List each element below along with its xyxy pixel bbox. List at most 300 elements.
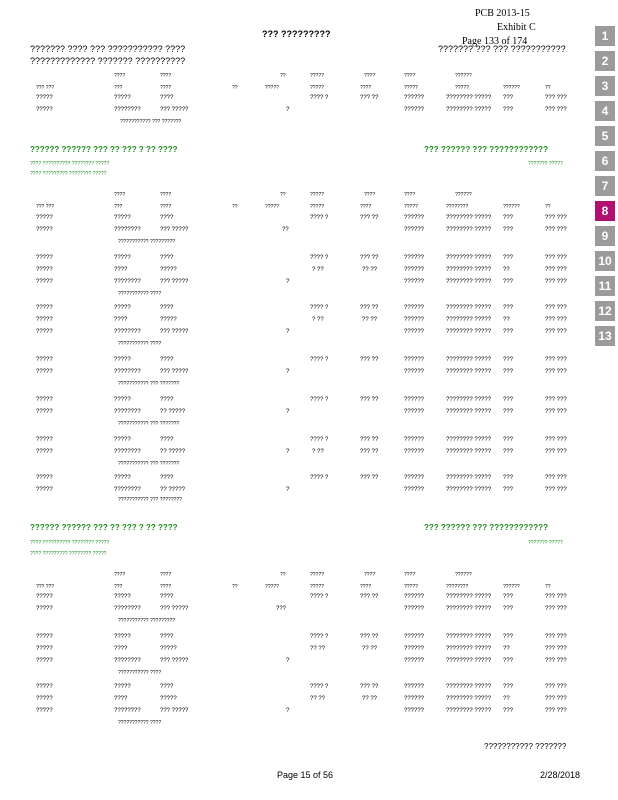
col-head: ????? xyxy=(310,572,324,578)
page-count-header: Page 133 of 174 xyxy=(462,36,528,47)
table-cell: ??? ????? xyxy=(160,708,189,714)
table-cell: ??? xyxy=(503,594,514,600)
table-note: ??????????? ???? xyxy=(118,720,162,726)
table-cell: ???? xyxy=(114,267,128,273)
col-head: ????? xyxy=(310,73,324,79)
table-cell: ????? xyxy=(114,255,131,261)
table-cell: ??? ??? xyxy=(545,437,567,443)
table-cell: ??? ?? xyxy=(360,95,379,101)
table-cell: ???? xyxy=(114,317,128,323)
table-cell: ???????? ????? xyxy=(446,646,492,652)
table-cell: ??? ??? xyxy=(545,267,567,273)
table-cell: ????? xyxy=(160,696,177,702)
table-cell: ???????? ????? xyxy=(446,329,492,335)
table-cell: ?? ?? xyxy=(362,696,378,702)
table-cell: ??? ??? xyxy=(545,279,567,285)
col-head: ????? xyxy=(265,584,279,590)
table-cell: ???? ? xyxy=(310,684,329,690)
table-cell: ???? ? xyxy=(310,95,329,101)
table-cell: ???????? ????? xyxy=(446,475,492,481)
table-cell: ????? xyxy=(36,634,53,640)
col-head: ?????? xyxy=(455,572,472,578)
table-cell: ??? ??? xyxy=(545,215,567,221)
table-cell: ? ?? xyxy=(312,449,324,455)
table-cell: ??? ??? xyxy=(545,317,567,323)
tab-7[interactable]: 7 xyxy=(595,176,615,196)
table-cell: ??? xyxy=(503,95,514,101)
table-note: ??????????? ??? ???????? xyxy=(118,497,182,503)
table-cell: ??? xyxy=(503,279,514,285)
table-cell: ?? ?? xyxy=(362,646,378,652)
table-cell: ??? ?? xyxy=(360,357,379,363)
table-cell: ??? ?? xyxy=(360,449,379,455)
col-head: ???? xyxy=(114,192,126,198)
tab-13[interactable]: 13 xyxy=(595,326,615,346)
tab-8[interactable]: 8 xyxy=(595,201,615,221)
table-cell: ????? xyxy=(36,606,53,612)
table-note: ??????????? ??? ??????? xyxy=(118,421,180,427)
table-cell: ???????? xyxy=(114,279,141,285)
table-cell: ????? xyxy=(36,594,53,600)
table-cell: ???????? ????? xyxy=(446,437,492,443)
col-head: ?? xyxy=(232,584,238,590)
table-cell: ??? xyxy=(503,215,514,221)
intro-line-2: ????????????? ??????? ?????????? xyxy=(30,56,186,66)
col-head: ???? xyxy=(160,85,172,91)
table-cell: ????? xyxy=(36,487,53,493)
col-head: ?????? xyxy=(455,192,472,198)
table-cell: ?????? xyxy=(404,95,425,101)
table-cell: ??? xyxy=(276,606,287,612)
table-note: ??????????? ????????? xyxy=(118,239,176,245)
col-head: ????? xyxy=(404,204,418,210)
table-cell: ?? ?? xyxy=(310,646,326,652)
table-cell: ? xyxy=(286,708,290,714)
table-cell: ??? xyxy=(503,305,514,311)
signature-line: ??????????? ??????? xyxy=(484,742,567,751)
table-cell: ??? ??? xyxy=(545,305,567,311)
table-cell: ??? ??? xyxy=(545,357,567,363)
table-cell: ???? xyxy=(160,215,174,221)
table-cell: ?????? xyxy=(404,107,425,113)
table-cell: ?????? xyxy=(404,317,425,323)
table-cell: ? xyxy=(286,107,290,113)
table-cell: ??? ??? xyxy=(545,708,567,714)
footer-date: 2/28/2018 xyxy=(540,770,581,780)
table-cell: ???? xyxy=(160,95,174,101)
table-cell: ???????? ????? xyxy=(446,107,492,113)
section-title-right: ??? ?????? ??? ???????????? xyxy=(424,145,548,154)
table-cell: ?????? xyxy=(404,658,425,664)
table-cell: ???? xyxy=(160,255,174,261)
table-cell: ?? xyxy=(503,317,510,323)
table-note: ??????????? ???? xyxy=(118,670,162,676)
table-cell: ??? ??? xyxy=(545,107,567,113)
table-note: ??????????? ???? xyxy=(118,341,162,347)
col-head: ???? xyxy=(160,204,172,210)
table-cell: ????? xyxy=(36,409,53,415)
table-cell: ????? xyxy=(36,449,53,455)
col-head: ???? xyxy=(160,572,172,578)
col-head: ???????? xyxy=(446,204,469,210)
col-head: ?? xyxy=(280,572,286,578)
table-cell: ?????? xyxy=(404,329,425,335)
table-cell: ???? ? xyxy=(310,357,329,363)
table-cell: ????? xyxy=(114,437,131,443)
col-head: ???? xyxy=(160,192,172,198)
table-cell: ??? ?? xyxy=(360,397,379,403)
table-cell: ?????? xyxy=(404,409,425,415)
table-cell: ???????? xyxy=(114,329,141,335)
table-cell: ????? xyxy=(36,95,53,101)
tab-10[interactable]: 10 xyxy=(595,251,615,271)
tab-6[interactable]: 6 xyxy=(595,151,615,171)
table-cell: ???????? xyxy=(114,369,141,375)
col-head: ???? xyxy=(160,584,172,590)
table-note: ??????????? ??? ??????? xyxy=(120,119,182,125)
tab-9[interactable]: 9 xyxy=(595,226,615,246)
col-head: ?? xyxy=(280,192,286,198)
table-cell: ??? ??? xyxy=(545,696,567,702)
table-cell: ??? ??? xyxy=(545,684,567,690)
table-cell: ???? ? xyxy=(310,594,329,600)
col-head: ?????? xyxy=(503,85,520,91)
table-cell: ?????? xyxy=(404,255,425,261)
table-cell: ????? xyxy=(36,317,53,323)
table-cell: ??? ????? xyxy=(160,369,189,375)
section-subtitle: ???? ?????????? ???????? ????? xyxy=(30,540,110,546)
table-cell: ???? ? xyxy=(310,215,329,221)
table-cell: ?? ?? xyxy=(362,267,378,273)
table-cell: ?? xyxy=(282,227,289,233)
table-cell: ????? xyxy=(114,634,131,640)
table-cell: ? xyxy=(286,409,290,415)
table-cell: ??? xyxy=(503,107,514,113)
col-head: ?????? xyxy=(455,73,472,79)
tab-12[interactable]: 12 xyxy=(595,301,615,321)
table-cell: ?????? xyxy=(404,397,425,403)
table-cell: ??? xyxy=(503,487,514,493)
table-cell: ????? xyxy=(36,397,53,403)
col-head: ??? ??? xyxy=(36,584,55,590)
table-cell: ?????? xyxy=(404,449,425,455)
table-cell: ??? xyxy=(503,357,514,363)
table-cell: ?????? xyxy=(404,267,425,273)
table-cell: ?????? xyxy=(404,215,425,221)
table-cell: ??? ??? xyxy=(545,594,567,600)
table-cell: ??? ?? xyxy=(360,594,379,600)
table-cell: ???????? ????? xyxy=(446,255,492,261)
table-cell: ? xyxy=(286,487,290,493)
col-head: ??? xyxy=(114,204,123,210)
table-cell: ????? xyxy=(160,267,177,273)
col-head: ?????? xyxy=(503,584,520,590)
table-cell: ???????? xyxy=(114,409,141,415)
tab-3[interactable]: 3 xyxy=(595,76,615,96)
table-cell: ??? ?? xyxy=(360,305,379,311)
table-cell: ????? xyxy=(114,357,131,363)
table-cell: ??? ??? xyxy=(545,475,567,481)
table-cell: ????? xyxy=(160,317,177,323)
table-cell: ???????? xyxy=(114,708,141,714)
table-cell: ????? xyxy=(36,369,53,375)
table-cell: ????? xyxy=(114,95,131,101)
table-cell: ???? xyxy=(160,475,174,481)
table-cell: ???????? ????? xyxy=(446,267,492,273)
table-cell: ??? xyxy=(503,606,514,612)
table-cell: ??? ??? xyxy=(545,449,567,455)
table-cell: ???????? xyxy=(114,107,141,113)
table-cell: ???????? ????? xyxy=(446,397,492,403)
table-cell: ??? ????? xyxy=(160,279,189,285)
table-cell: ??? ??? xyxy=(545,487,567,493)
table-cell: ???? xyxy=(114,696,128,702)
table-cell: ????? xyxy=(36,305,53,311)
table-cell: ???????? xyxy=(114,487,141,493)
table-cell: ????? xyxy=(114,475,131,481)
table-cell: ??? ??? xyxy=(545,227,567,233)
table-cell: ?? xyxy=(503,646,510,652)
col-head: ????? xyxy=(310,584,324,590)
table-note: ??????????? ??? ??????? xyxy=(118,381,180,387)
table-cell: ?? ?? xyxy=(310,696,326,702)
table-cell: ? xyxy=(286,449,290,455)
table-cell: ??? ??? xyxy=(545,634,567,640)
table-cell: ? xyxy=(286,369,290,375)
table-cell: ????? xyxy=(36,357,53,363)
table-cell: ??? ?? xyxy=(360,475,379,481)
table-cell: ?? ????? xyxy=(160,449,186,455)
table-cell: ??? xyxy=(503,634,514,640)
table-cell: ???????? xyxy=(114,449,141,455)
table-cell: ???? xyxy=(160,594,174,600)
col-head: ??? ??? xyxy=(36,85,55,91)
table-cell: ??? xyxy=(503,437,514,443)
table-cell: ??? ??? xyxy=(545,658,567,664)
table-cell: ???? xyxy=(160,437,174,443)
table-cell: ???????? ????? xyxy=(446,409,492,415)
table-cell: ? ?? xyxy=(312,267,324,273)
table-cell: ??? ?? xyxy=(360,684,379,690)
tab-1[interactable]: 1 xyxy=(595,26,615,46)
table-cell: ????? xyxy=(114,397,131,403)
table-cell: ???????? xyxy=(114,606,141,612)
table-cell: ????? xyxy=(36,437,53,443)
table-cell: ?????? xyxy=(404,305,425,311)
table-cell: ???????? ????? xyxy=(446,369,492,375)
table-cell: ???????? ????? xyxy=(446,708,492,714)
section-subtitle: ???? ?????????? ???????? ????? xyxy=(30,161,110,167)
table-cell: ?????? xyxy=(404,369,425,375)
table-cell: ????? xyxy=(114,684,131,690)
table-cell: ??? ?? xyxy=(360,437,379,443)
table-cell: ?????? xyxy=(404,594,425,600)
table-cell: ??? xyxy=(503,684,514,690)
exhibit-code: PCB 2013-15 xyxy=(475,8,530,19)
table-cell: ????? xyxy=(36,684,53,690)
table-cell: ?? ?? xyxy=(362,317,378,323)
table-cell: ??? ??? xyxy=(545,409,567,415)
table-cell: ?????? xyxy=(404,708,425,714)
table-cell: ??? xyxy=(503,227,514,233)
table-cell: ????? xyxy=(36,107,53,113)
col-head: ????? xyxy=(310,192,324,198)
col-head: ???? xyxy=(360,204,372,210)
table-cell: ???? xyxy=(160,684,174,690)
table-cell: ???? ? xyxy=(310,397,329,403)
table-note: ??????????? ????????? xyxy=(118,618,176,624)
table-cell: ??? ??? xyxy=(545,606,567,612)
table-cell: ??? ??? xyxy=(545,95,567,101)
table-cell: ????? xyxy=(36,696,53,702)
table-cell: ????? xyxy=(36,215,53,221)
col-head: ???? xyxy=(404,192,416,198)
table-cell: ???????? ????? xyxy=(446,634,492,640)
col-head: ???? xyxy=(160,73,172,79)
col-head: ??? ??? xyxy=(36,204,55,210)
table-cell: ??? xyxy=(503,255,514,261)
table-cell: ??? xyxy=(503,658,514,664)
table-cell: ???? xyxy=(114,646,128,652)
table-cell: ?????? xyxy=(404,437,425,443)
table-cell: ?????? xyxy=(404,227,425,233)
section-subtitle-right: ??????? ????? xyxy=(528,161,563,167)
col-head: ???? xyxy=(114,73,126,79)
table-cell: ???????? ????? xyxy=(446,696,492,702)
tab-5[interactable]: 5 xyxy=(595,126,615,146)
table-cell: ??? ??? xyxy=(545,369,567,375)
table-cell: ???? xyxy=(160,305,174,311)
table-cell: ????? xyxy=(36,279,53,285)
table-cell: ???????? ????? xyxy=(446,227,492,233)
table-cell: ???? ? xyxy=(310,634,329,640)
table-cell: ?????? xyxy=(404,696,425,702)
table-cell: ???????? ????? xyxy=(446,95,492,101)
table-cell: ? xyxy=(286,279,290,285)
table-cell: ?????? xyxy=(404,475,425,481)
col-head: ????? xyxy=(404,85,418,91)
table-cell: ?????? xyxy=(404,357,425,363)
table-cell: ??? xyxy=(503,449,514,455)
table-cell: ????? xyxy=(36,227,53,233)
col-head: ???? xyxy=(360,85,372,91)
table-cell: ?? ????? xyxy=(160,409,186,415)
col-head: ????? xyxy=(455,85,469,91)
section-title: ?????? ?????? ??? ?? ??? ? ?? ???? xyxy=(30,145,178,154)
table-cell: ??? ????? xyxy=(160,107,189,113)
table-cell: ?????? xyxy=(404,684,425,690)
table-cell: ?? ????? xyxy=(160,487,186,493)
table-cell: ????? xyxy=(36,475,53,481)
table-cell: ?? xyxy=(503,696,510,702)
table-cell: ??? xyxy=(503,329,514,335)
table-cell: ???????? ????? xyxy=(446,305,492,311)
table-cell: ? xyxy=(286,329,290,335)
page-number: Page 15 of 56 xyxy=(277,770,334,780)
table-cell: ? xyxy=(286,658,290,664)
section-subtitle: ???? ????????? ???????? ????? xyxy=(30,171,107,177)
table-cell: ??? ??? xyxy=(545,255,567,261)
col-head: ???? xyxy=(404,73,416,79)
table-cell: ???????? ????? xyxy=(446,449,492,455)
tab-4[interactable]: 4 xyxy=(595,101,615,121)
col-head: ?? xyxy=(280,73,286,79)
table-cell: ???????? ????? xyxy=(446,658,492,664)
table-cell: ??? ?? xyxy=(360,634,379,640)
col-head: ????? xyxy=(265,204,279,210)
table-cell: ???????? ????? xyxy=(446,279,492,285)
table-cell: ?????? xyxy=(404,487,425,493)
col-head: ???? xyxy=(364,572,376,578)
table-cell: ??? ????? xyxy=(160,606,189,612)
table-cell: ???? xyxy=(160,357,174,363)
table-cell: ???????? xyxy=(114,658,141,664)
table-cell: ????? xyxy=(114,215,131,221)
table-cell: ??? xyxy=(503,397,514,403)
intro-right: ??????? ??? ??? ??????????? xyxy=(438,44,566,54)
table-cell: ???? xyxy=(160,634,174,640)
table-cell: ????? xyxy=(114,305,131,311)
table-cell: ????? xyxy=(36,255,53,261)
table-cell: ???? ? xyxy=(310,475,329,481)
table-cell: ???? ? xyxy=(310,305,329,311)
col-head: ???? xyxy=(360,584,372,590)
table-cell: ?????? xyxy=(404,634,425,640)
col-head: ????? xyxy=(404,584,418,590)
col-head: ??? xyxy=(114,85,123,91)
table-cell: ??? xyxy=(503,475,514,481)
col-head: ??? xyxy=(114,584,123,590)
table-cell: ???????? ????? xyxy=(446,594,492,600)
col-head: ????? xyxy=(310,204,324,210)
table-note: ??????????? ???? xyxy=(118,291,162,297)
table-cell: ??? ????? xyxy=(160,227,189,233)
table-cell: ??? xyxy=(503,369,514,375)
table-cell: ???? ? xyxy=(310,255,329,261)
col-head: ?????? xyxy=(503,204,520,210)
tab-11[interactable]: 11 xyxy=(595,276,615,296)
table-cell: ??? ?? xyxy=(360,215,379,221)
table-cell: ???????? ????? xyxy=(446,487,492,493)
table-cell: ?? xyxy=(503,267,510,273)
col-head: ?? xyxy=(545,584,551,590)
doc-title: ??? ????????? xyxy=(262,29,331,39)
col-head: ?? xyxy=(232,204,238,210)
table-cell: ???????? ????? xyxy=(446,215,492,221)
col-head: ?? xyxy=(545,204,551,210)
table-cell: ???????? ????? xyxy=(446,317,492,323)
table-cell: ??? ?? xyxy=(360,255,379,261)
table-note: ??????????? ??? ??????? xyxy=(118,461,180,467)
table-cell: ??? ??? xyxy=(545,646,567,652)
col-head: ???? xyxy=(364,192,376,198)
table-cell: ????? xyxy=(160,646,177,652)
col-head: ????? xyxy=(310,85,324,91)
table-cell: ???????? ????? xyxy=(446,684,492,690)
section-subtitle-right: ??????? ????? xyxy=(528,540,563,546)
table-cell: ???????? xyxy=(114,227,141,233)
table-cell: ?????? xyxy=(404,646,425,652)
col-head: ????? xyxy=(265,85,279,91)
tab-2[interactable]: 2 xyxy=(595,51,615,71)
col-head: ???? xyxy=(364,73,376,79)
table-cell: ????? xyxy=(36,267,53,273)
table-cell: ???????? ????? xyxy=(446,606,492,612)
table-cell: ? ?? xyxy=(312,317,324,323)
table-cell: ????? xyxy=(36,708,53,714)
table-cell: ??? xyxy=(503,409,514,415)
table-cell: ???????? ????? xyxy=(446,357,492,363)
